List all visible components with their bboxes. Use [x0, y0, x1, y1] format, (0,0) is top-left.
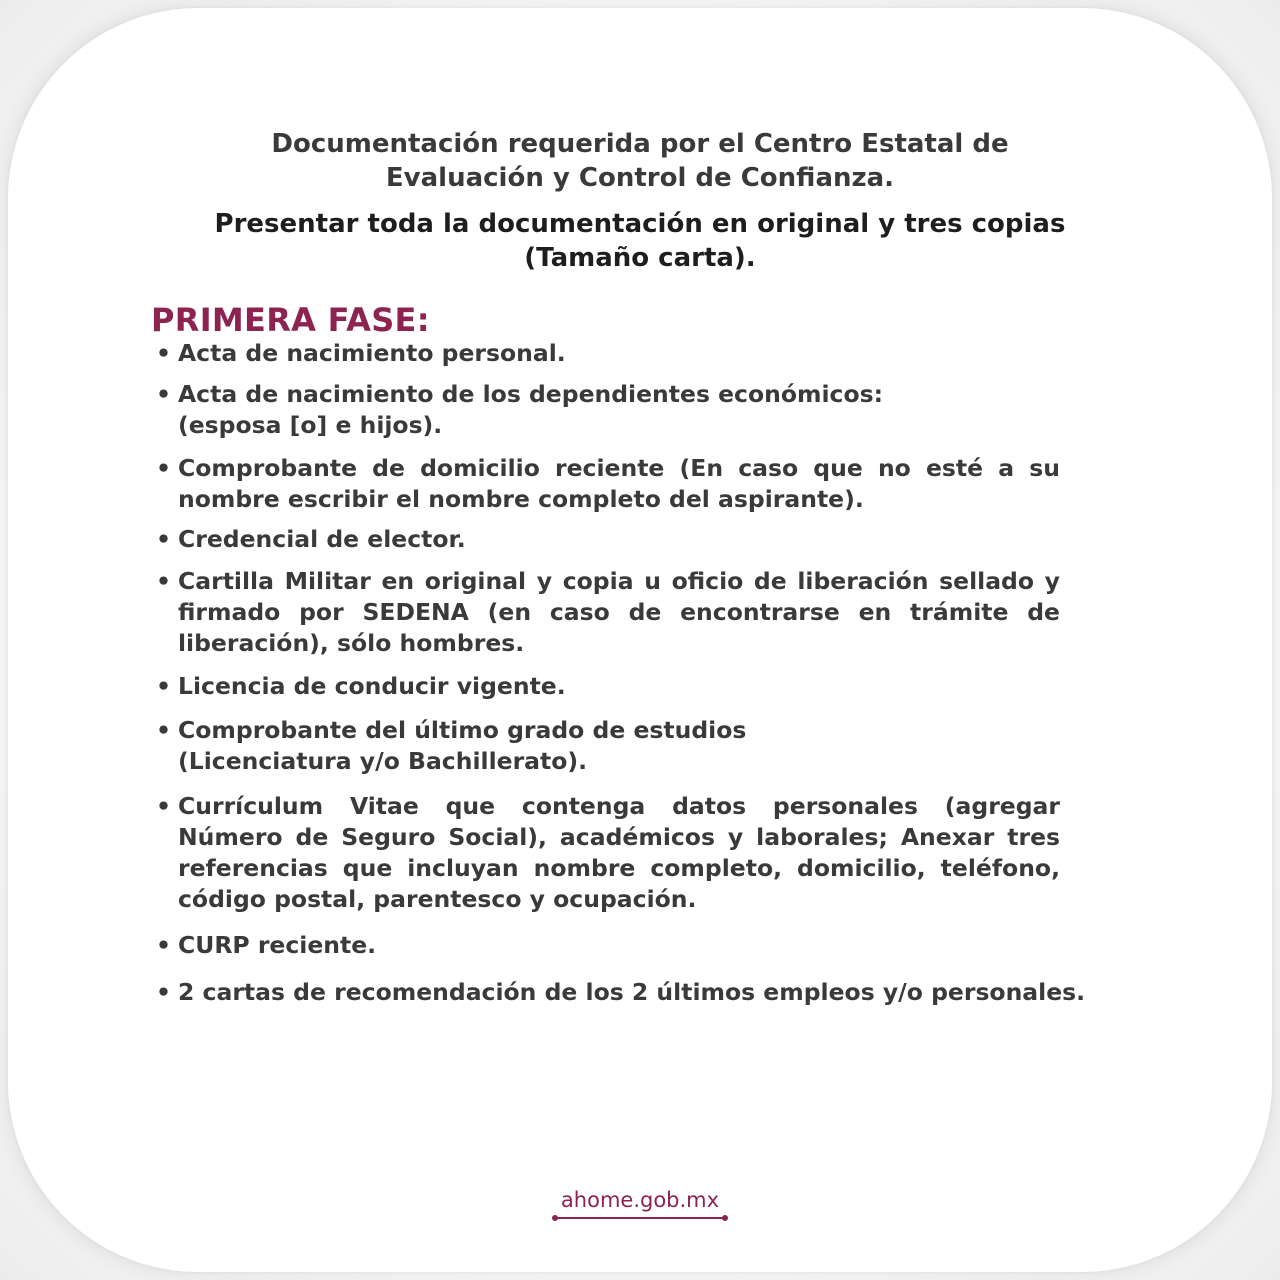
- bullet-icon: •: [156, 716, 172, 744]
- website-link[interactable]: ahome.gob.mx: [560, 1188, 720, 1212]
- list-item-text: 2 cartas de recomendación de los 2 últimos empleos y/o personales.: [178, 978, 1086, 1006]
- list-item-text: Credencial de elector.: [178, 525, 466, 553]
- phase-heading: PRIMERA FASE:: [151, 301, 430, 339]
- list-item: [150, 977, 1085, 1008]
- underline-dot-left: [552, 1215, 558, 1221]
- title-line-1: Documentación requerida por el Centro Estatal de: [271, 129, 1009, 159]
- document-title: [140, 127, 1140, 195]
- list-item-text: Acta de nacimiento personal.: [178, 339, 566, 367]
- list-item: [150, 715, 1085, 777]
- list-item: [150, 791, 1085, 915]
- bullet-icon: •: [156, 454, 172, 482]
- link-underline: [556, 1217, 724, 1219]
- list-item-text: Comprobante del último grado de estudios: [178, 716, 747, 744]
- list-item-text-continued: (esposa [o] e hijos).: [178, 411, 443, 439]
- list-item: [150, 379, 1085, 441]
- list-item-text-continued: (Licenciatura y/o Bachillerato).: [178, 747, 588, 775]
- bullet-icon: •: [156, 792, 172, 820]
- underline-dot-right: [722, 1215, 728, 1221]
- list-item-text: Currículum Vitae que contenga datos personales (agregar Número de Seguro Social), académicos y laborales; Anexar tres referencias que incluyan nombre completo, domicilio, teléfono, código postal, parentesco y ocupación.: [178, 792, 1060, 913]
- list-item-text: Cartilla Militar en original y copia u oficio de liberación sellado y firmado por SEDENA (en caso de encontrarse en trámite de liberación), sólo hombres.: [178, 567, 1060, 657]
- list-item-text: Comprobante de domicilio reciente (En caso que no esté a su nombre escribir el nombre completo del aspirante).: [178, 454, 1060, 513]
- bullet-icon: •: [156, 672, 172, 700]
- bullet-icon: •: [156, 567, 172, 595]
- bullet-icon: •: [156, 978, 172, 1006]
- list-item: [150, 566, 1085, 659]
- bullet-icon: •: [156, 525, 172, 553]
- bullet-icon: •: [156, 380, 172, 408]
- list-item: [150, 338, 1085, 369]
- list-item: [150, 671, 1085, 702]
- subtitle-line-1: Presentar toda la documentación en original y tres copias: [214, 209, 1066, 239]
- document-subtitle: [140, 207, 1140, 275]
- list-item: [150, 524, 1085, 555]
- list-item: [150, 453, 1085, 515]
- list-item-text: Licencia de conducir vigente.: [178, 672, 566, 700]
- bullet-icon: •: [156, 339, 172, 367]
- list-item: [150, 930, 1085, 961]
- list-item-text: Acta de nacimiento de los dependientes económicos:: [178, 380, 884, 408]
- subtitle-line-2: (Tamaño carta).: [524, 243, 756, 273]
- bullet-icon: •: [156, 931, 172, 959]
- title-line-2: Evaluación y Control de Confianza.: [385, 163, 895, 193]
- list-item-text: CURP reciente.: [178, 931, 377, 959]
